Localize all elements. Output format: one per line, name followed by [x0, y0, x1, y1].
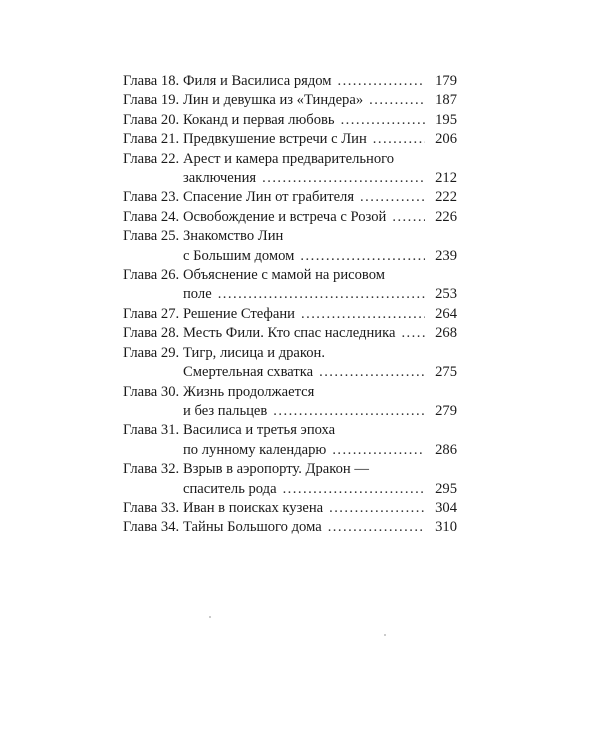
dot-leader — [329, 499, 425, 518]
page-number: 268 — [435, 325, 457, 342]
page-number: 253 — [435, 286, 457, 303]
chapter-label: Глава 28. — [123, 325, 180, 342]
toc-entry — [123, 188, 457, 207]
toc-entry — [123, 460, 457, 499]
toc-entry — [123, 130, 457, 149]
dot-leader — [283, 480, 425, 499]
dot-leader — [373, 130, 425, 149]
chapter-label: Глава 34. — [123, 519, 180, 536]
dot-leader — [401, 324, 425, 343]
chapter-label: Глава 25. — [123, 228, 180, 245]
chapter-title: спаситель рода — [183, 480, 277, 497]
chapter-label: Глава 23. — [123, 189, 180, 206]
chapter-label: Глава 29. — [123, 344, 180, 361]
chapter-title: Тигр, лисица и дракон. — [183, 344, 326, 361]
toc-entry — [123, 305, 457, 324]
toc-entry-line — [123, 72, 457, 91]
page-number: 179 — [435, 73, 457, 89]
chapter-label: Глава 24. — [123, 208, 180, 225]
page-number: 275 — [435, 364, 457, 381]
toc-entry — [123, 72, 457, 91]
chapter-label: Глава 31. — [123, 422, 180, 439]
chapter-label: Глава 18. — [123, 73, 180, 89]
toc-entry-line — [123, 421, 457, 440]
page-number: 226 — [435, 208, 457, 225]
chapter-title: по лунному календарю — [183, 441, 327, 458]
toc-entry-line — [123, 460, 457, 479]
page-number: 279 — [435, 402, 457, 419]
chapter-label: Глава 32. — [123, 461, 180, 478]
chapter-title: Смертельная схватка — [183, 364, 314, 381]
chapter-label: Глава 21. — [123, 131, 180, 148]
dot-leader — [360, 188, 425, 207]
table-of-contents — [123, 72, 457, 538]
chapter-title: с Большим домом — [183, 247, 295, 264]
toc-entry-line — [123, 208, 457, 227]
chapter-label: Глава 26. — [123, 267, 180, 284]
page-number: 295 — [435, 480, 457, 497]
toc-entry — [123, 518, 457, 537]
chapter-title: заключения — [183, 170, 257, 187]
toc-entry-line — [123, 518, 457, 537]
toc-entry-line — [123, 499, 457, 518]
page-number: 239 — [435, 247, 457, 264]
toc-entry-line — [123, 324, 457, 343]
toc-entry-continuation-line — [123, 247, 457, 266]
page-number: 222 — [435, 189, 457, 206]
toc-entry-line — [123, 344, 457, 363]
dot-leader — [332, 441, 425, 460]
chapter-title: Предвкушение встречи с Лин — [183, 131, 367, 148]
dot-leader — [273, 402, 425, 421]
page-number: 310 — [435, 519, 457, 536]
toc-entry — [123, 324, 457, 343]
toc-entry-line — [123, 383, 457, 402]
toc-entry-line — [123, 305, 457, 324]
page-number: 264 — [435, 305, 457, 322]
toc-entry — [123, 227, 457, 266]
chapter-title: Василиса и третья эпоха — [183, 422, 336, 439]
dot-leader — [328, 518, 425, 537]
chapter-label: Глава 30. — [123, 383, 180, 400]
chapter-title: Иван в поисках кузена — [183, 499, 324, 516]
chapter-title: и без пальцев — [183, 402, 268, 419]
toc-entry-line — [123, 130, 457, 149]
toc-entry-line — [123, 188, 457, 207]
page-number: 304 — [435, 499, 457, 516]
toc-entry-continuation-line — [123, 285, 457, 304]
chapter-label: Глава 22. — [123, 150, 180, 167]
toc-entry-continuation-line — [123, 441, 457, 460]
dot-leader — [301, 305, 425, 324]
toc-entry-continuation-line — [123, 169, 457, 188]
dot-leader — [319, 363, 425, 382]
dot-leader — [369, 91, 425, 110]
dot-leader — [262, 169, 425, 188]
toc-entry-line — [123, 266, 457, 285]
chapter-title: Решение Стефани — [183, 305, 295, 322]
page-number: 195 — [435, 111, 457, 128]
toc-entry — [123, 266, 457, 305]
page-number: 286 — [435, 441, 457, 458]
chapter-title: Знакомство Лин — [183, 228, 284, 245]
chapter-title: Лин и девушка из «Тиндера» — [183, 92, 364, 109]
chapter-title: Тайны Большого дома — [183, 519, 322, 536]
toc-entry-line — [123, 91, 457, 110]
toc-entry — [123, 421, 457, 460]
paper-speck — [209, 616, 211, 618]
chapter-title: Спасение Лин от грабителя — [183, 189, 355, 206]
chapter-title: Освобождение и встреча с Розой — [183, 208, 387, 225]
dot-leader — [341, 111, 425, 130]
chapter-title: Филя и Василиса рядом — [183, 73, 332, 89]
chapter-title: Объяснение с мамой на рисовом — [183, 267, 385, 284]
toc-entry — [123, 91, 457, 110]
paper-speck — [384, 634, 386, 636]
chapter-label: Глава 33. — [123, 499, 180, 516]
page-number: 206 — [435, 131, 457, 148]
toc-entry — [123, 150, 457, 189]
dot-leader — [218, 285, 425, 304]
toc-entry — [123, 499, 457, 518]
page-number: 187 — [435, 92, 457, 109]
dot-leader — [392, 208, 425, 227]
toc-entry-line — [123, 111, 457, 130]
toc-entry — [123, 383, 457, 422]
chapter-title: поле — [183, 286, 212, 303]
toc-entry — [123, 344, 457, 383]
chapter-title: Арест и камера предварительного — [183, 150, 395, 167]
page-number: 212 — [435, 170, 457, 187]
toc-entry-line — [123, 150, 457, 169]
chapter-title: Взрыв в аэропорту. Дракон — — [183, 461, 369, 478]
toc-entry-continuation-line — [123, 480, 457, 499]
chapter-label: Глава 27. — [123, 305, 180, 322]
toc-entry — [123, 208, 457, 227]
toc-entry-continuation-line — [123, 402, 457, 421]
toc-entry-continuation-line — [123, 363, 457, 382]
chapter-title: Месть Фили. Кто спас наследника — [183, 325, 396, 342]
chapter-label: Глава 19. — [123, 92, 180, 109]
chapter-label: Глава 20. — [123, 111, 180, 128]
toc-entry-line — [123, 227, 457, 246]
chapter-title: Жизнь продолжается — [183, 383, 315, 400]
chapter-title: Коканд и первая любовь — [183, 111, 335, 128]
dot-leader — [338, 72, 425, 91]
dot-leader — [300, 247, 425, 266]
toc-entry — [123, 111, 457, 130]
